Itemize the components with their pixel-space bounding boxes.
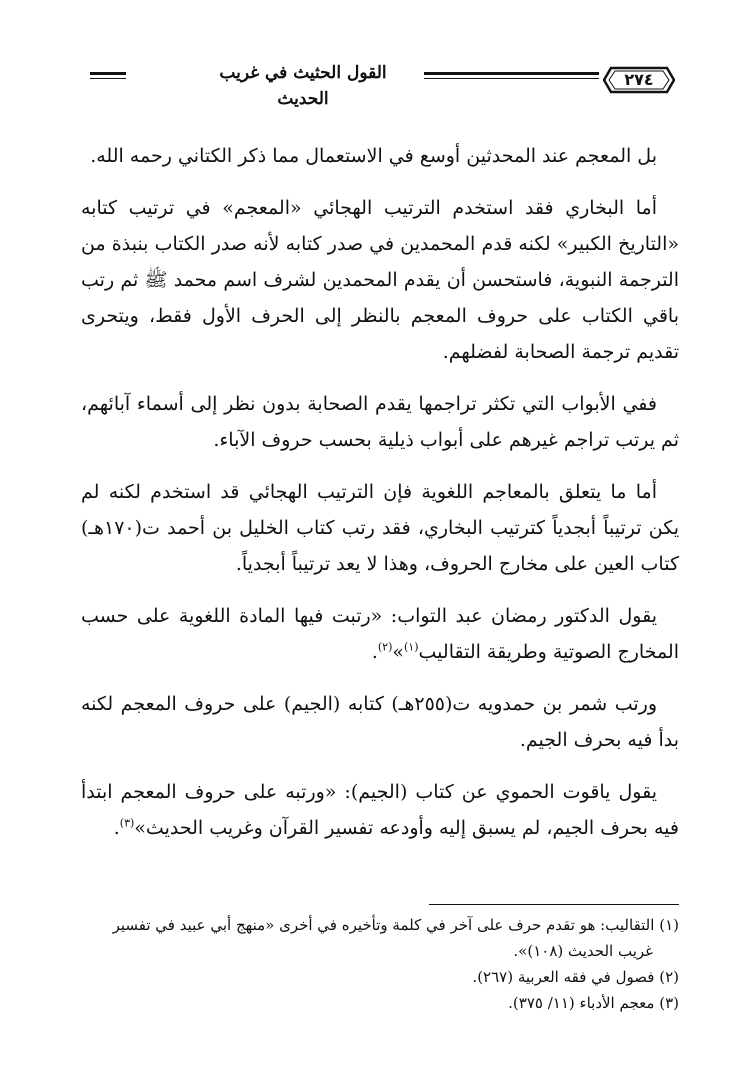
page-number-badge bbox=[603, 66, 675, 94]
period: . bbox=[113, 817, 120, 839]
header-rule-left bbox=[90, 72, 126, 75]
running-title: القول الحثيث في غريب الحديث bbox=[219, 63, 387, 109]
main-text bbox=[81, 138, 679, 862]
paragraph-text: ورتب شمر بن حمدويه ت(٢٥٥هـ) كتابه (الجيم) على حروف المعجم لكنه بدأ فيه بحرف الجيم. bbox=[81, 693, 679, 751]
footnote-number: (١) bbox=[659, 916, 679, 934]
footnote-separator bbox=[429, 904, 679, 905]
paragraph bbox=[81, 598, 679, 670]
paragraph-text: يقول الدكتور رمضان عبد التواب: «رتبت فيها المادة اللغوية على حسب المخارج الصوتية وطريقة التقاليب bbox=[81, 605, 679, 663]
footnote-text: غريب الحديث (١٠٨)». bbox=[513, 942, 653, 960]
paragraph bbox=[81, 774, 679, 846]
paragraph bbox=[81, 190, 679, 370]
footnote-text: التقاليب: هو تقدم حرف على آخر في كلمة وتأخيره في أخرى «منهج أبي عبيد في تفسير bbox=[112, 916, 655, 934]
footnote-number: (٢) bbox=[659, 968, 679, 986]
header-rule-right bbox=[424, 72, 599, 75]
paragraph bbox=[81, 686, 679, 758]
paragraph-text: أما البخاري فقد استخدم الترتيب الهجائي «المعجم» في ترتيب كتابه «التاريخ الكبير» لكنه قدم المحمدين في صدر كتابه لأنه صدر الكتاب بنبذة من الترجمة النبوية، فاستحسن أن يقدم المحمدين لشرف اسم محمد ﷺ ثم رتب باقي الكتاب على حروف المعجم بالنظر إلى الحرف الأول فقط، ويتحرى تقديم ترجمة الصحابة لفضلهم. bbox=[81, 197, 679, 363]
paragraph-text: أما ما يتعلق بالمعاجم اللغوية فإن الترتيب الهجائي قد استخدم لكنه لم يكن ترتيباً أبجدياً كترتيب البخاري، فقد رتب كتاب الخليل بن أحمد ت(١٧٠هـ) كتاب العين على مخارج الحروف، وهذا لا يعد ترتيباً أبجدياً. bbox=[81, 481, 679, 575]
paragraph bbox=[81, 386, 679, 458]
period: . bbox=[371, 641, 378, 663]
footnote-mark: (١) bbox=[404, 640, 419, 654]
footnote-number: (٣) bbox=[659, 994, 679, 1012]
paragraph-text: ففي الأبواب التي تكثر تراجمها يقدم الصحابة بدون نظر إلى أسماء آبائهم، ثم يرتب تراجم غيرهم على أبواب ذيلية بحسب حروف الآباء. bbox=[81, 393, 679, 451]
footnote bbox=[81, 990, 679, 1016]
paragraph bbox=[81, 138, 679, 174]
paragraph-text: بل المعجم عند المحدثين أوسع في الاستعمال مما ذكر الكتاني رحمه الله. bbox=[90, 145, 657, 167]
paragraph-text: يقول ياقوت الحموي عن كتاب (الجيم): «ورتبه على حروف المعجم ابتدأ فيه بحرف الجيم، لم يسبق إليه وأودعه تفسير القرآن وغريب الحديث» bbox=[81, 781, 679, 839]
footnote-mark: (٣) bbox=[119, 816, 135, 830]
footnote-text: فصول في فقه العربية (٢٦٧). bbox=[472, 968, 655, 986]
footnote-continuation bbox=[81, 938, 679, 964]
quote-close: » bbox=[392, 641, 404, 663]
paragraph bbox=[81, 474, 679, 582]
footnote-text: معجم الأدباء (١١/ ٣٧٥). bbox=[508, 994, 655, 1012]
footnote bbox=[81, 912, 679, 938]
page-number: ٢٧٤ bbox=[624, 70, 654, 89]
footnote-mark: (٢) bbox=[377, 640, 393, 654]
footnotes bbox=[81, 912, 679, 1016]
footnote bbox=[81, 964, 679, 990]
page-header bbox=[90, 62, 675, 109]
